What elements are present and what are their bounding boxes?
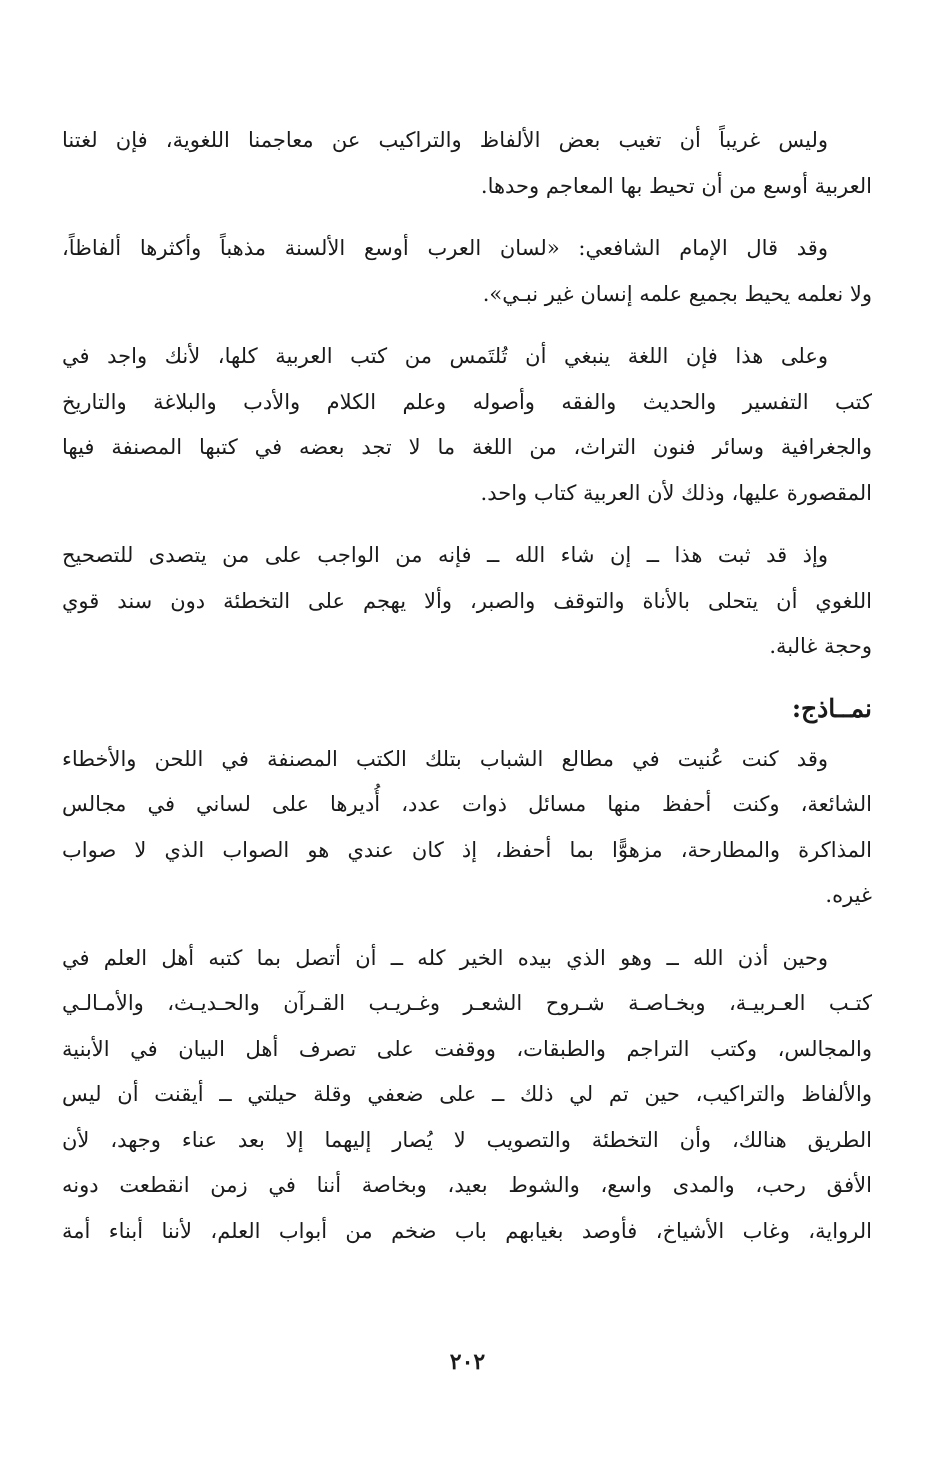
page-number: ٢٠٢: [449, 1349, 486, 1375]
paragraph-5: [62, 737, 872, 919]
paragraph-line: المذاكرة والمطارحة، مزهوًّا بما أحفظ، إذ كان عندي هو الصواب الذي لا صواب: [62, 837, 872, 862]
paragraph-line: والألفاظ والتراكيب، حين تم لي ذلك ــ على ضعفي وقلة حيلتي ــ أيقنت أن ليس: [62, 1082, 872, 1106]
paragraph-line: وعلى هذا فإن اللغة ينبغي أن تُلتَمس من كتب العربية كلها، لأنك واجد في: [62, 344, 828, 368]
paragraph-line: وقد قال الإمام الشافعي: «لسان العرب أوسع الألسنة مذهباً وأكثرها ألفاظاً،: [62, 236, 828, 260]
paragraph-line: كتـب العـربيـة، وبخـاصـة شـروح الشعـر وغـريـب القـرآن والحـديـث، والأمـالـي: [62, 991, 872, 1015]
paragraph-line: والمجالس، وكتب التراجم والطبقات، ووقفت على تصرف أهل البيان في الأبنية: [62, 1036, 872, 1061]
paragraph-line: الشائعة، وكنت أحفظ منها مسائل ذوات عدد، أُديرها على لساني في مجالس: [62, 792, 872, 816]
paragraph-6: [62, 936, 872, 1255]
paragraph-4: [62, 533, 872, 670]
section-heading: نمــاذج:: [791, 693, 872, 723]
paragraph-line: الأفق رحب، والمدى واسع، والشوط بعيد، وبخاصة أننا في زمن انقطعت دونه: [62, 1173, 872, 1197]
paragraph-line: وقد كنت عُنيت في مطالع الشباب بتلك الكتب المصنفة في اللحن والأخطاء: [62, 746, 828, 771]
paragraph-2: [62, 226, 872, 317]
paragraph-line: وليس غريباً أن تغيب بعض الألفاظ والتراكيب عن معاجمنا اللغوية، فإن لغتنا: [62, 128, 828, 152]
paragraph-3: [62, 334, 872, 516]
paragraph-1: [62, 118, 872, 209]
paragraph-line: وحين أذن الله ــ وهو الذي بيده الخير كله ــ أن أتصل بما كتبه أهل العلم في: [62, 945, 828, 970]
page-body: [62, 118, 872, 1271]
paragraph-line: المقصورة عليها، وذلك لأن العربية كتاب واحد.: [480, 480, 872, 505]
paragraph-line: غيره.: [825, 883, 872, 907]
paragraph-line: وإذ قد ثبت هذا ــ إن شاء الله ــ فإنه من الواجب على من يتصدى للتصحيح: [62, 543, 828, 567]
paragraph-line: الطريق هنالك، وأن التخطئة والتصويب لا يُصار إليهما إلا بعد عناء وجهد، لأن: [62, 1127, 872, 1152]
paragraph-line: وحجة غالبة.: [769, 634, 872, 658]
paragraph-line: الرواية، وغاب الأشياخ، فأوصد بغيابهم باب ضخم من أبواب العلم، لأننا أبناء أمة: [62, 1218, 872, 1243]
paragraph-line: ولا نعلمه يحيط بجميع علمه إنسان غير نبـي».: [482, 281, 872, 306]
paragraph-line: اللغوي أن يتحلى بالأناة والتوقف والصبر، وألا يهجم على التخطئة دون سند قوي: [62, 588, 872, 613]
paragraph-line: والجغرافية وسائر فنون التراث، من اللغة ما لا تجد بعضه في كتبها المصنفة فيها: [62, 435, 872, 459]
paragraph-line: العربية أوسع من أن تحيط بها المعاجم وحدها.: [480, 173, 872, 198]
paragraph-line: كتب التفسير والحديث والفقه وأصوله وعلم الكلام والأدب والبلاغة والتاريخ: [62, 389, 872, 414]
